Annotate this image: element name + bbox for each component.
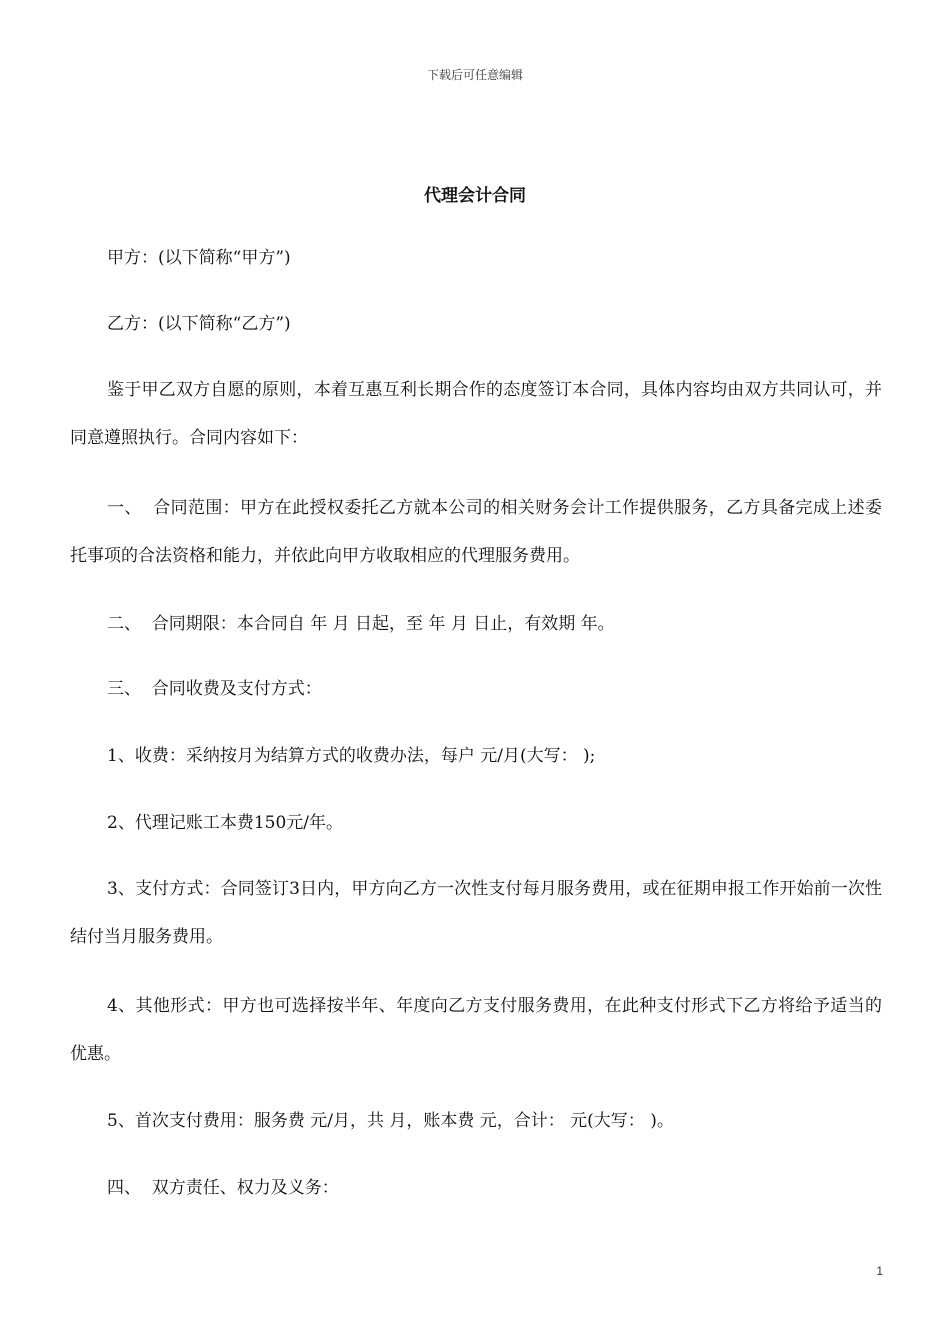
clause-4-responsibilities: 四、 双方责任、权力及义务：	[107, 1178, 339, 1198]
document-title: 代理会计合同	[424, 186, 526, 206]
party-a-line: 甲方：(以下简称“甲方”)	[107, 248, 291, 268]
clause-3-fees: 三、 合同收费及支付方式：	[107, 679, 322, 699]
clause-1-scope: 一、 合同范围：甲方在此授权委托乙方就本公司的相关财务会计工作提供服务，乙方具备完成上述委托事项的合法资格和能力，并依此向甲方收取相应的代理服务费用。	[70, 498, 882, 566]
party-b-line: 乙方：(以下简称“乙方”)	[107, 314, 291, 334]
fee-item-2: 2、代理记账工本费150元/年。	[107, 813, 343, 833]
fee-item-4: 4、其他形式：甲方也可选择按半年、年度向乙方支付服务费用，在此种支付形式下乙方将给予适当的优惠。	[70, 996, 882, 1064]
page-number: 1	[876, 1264, 883, 1278]
fee-item-5: 5、首次支付费用：服务费 元/月，共 月，账本费 元，合计： 元(大写： )。	[107, 1111, 674, 1131]
fee-item-3: 3、支付方式：合同签订3日内，甲方向乙方一次性支付每月服务费用，或在征期申报工作开始前一次性结付当月服务费用。	[70, 879, 882, 947]
clause-2-term: 二、 合同期限：本合同自 年 月 日起，至 年 月 日止，有效期 年。	[107, 614, 615, 634]
preamble-paragraph: 鉴于甲乙双方自愿的原则，本着互惠互利长期合作的态度签订本合同，具体内容均由双方共同认可，并同意遵照执行。合同内容如下：	[70, 380, 882, 448]
header-note: 下载后可任意编辑	[426, 68, 523, 82]
fee-item-1: 1、收费：采纳按月为结算方式的收费办法，每户 元/月(大写： );	[107, 746, 596, 766]
